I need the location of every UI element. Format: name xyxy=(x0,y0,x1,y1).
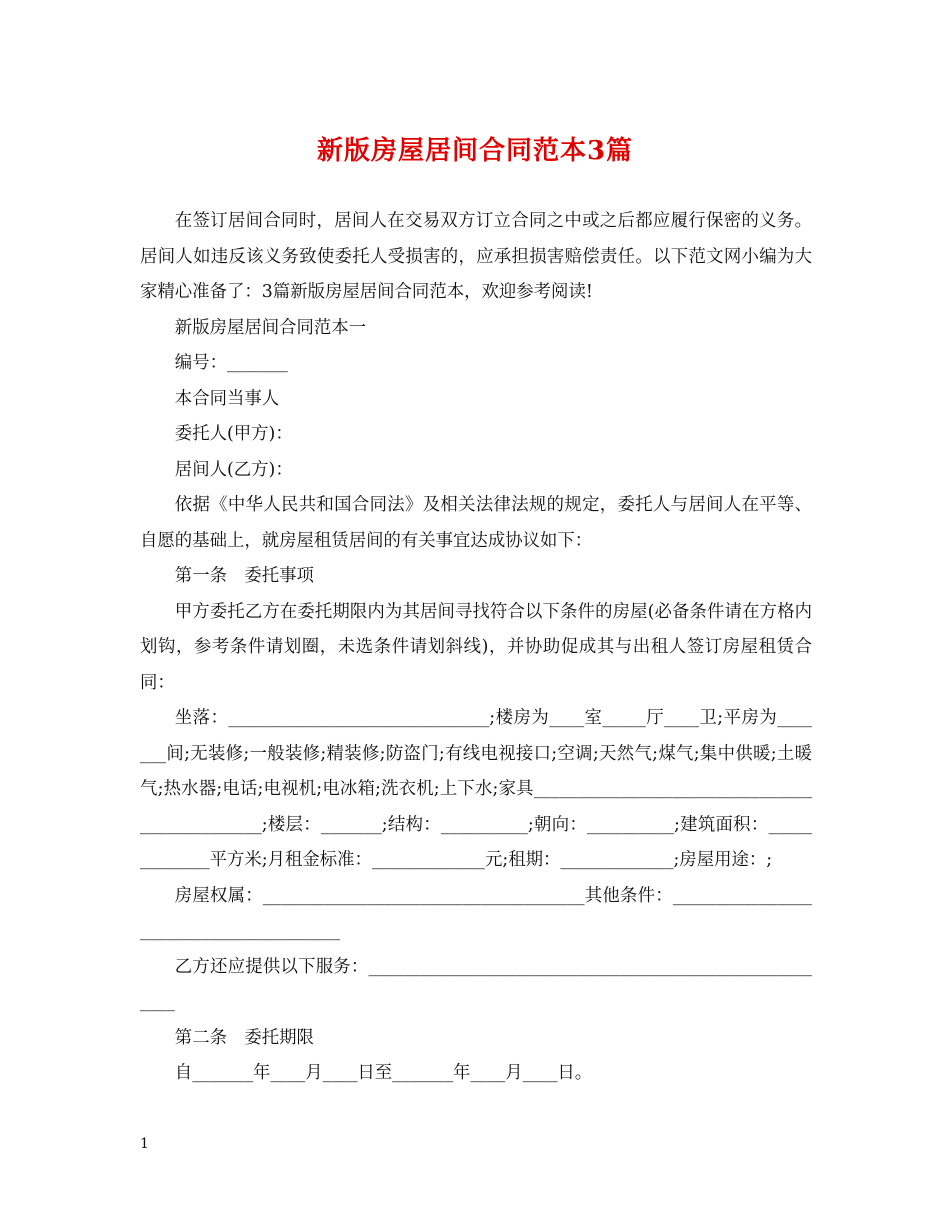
parties-heading: 本合同当事人 xyxy=(174,388,280,409)
services-paragraph: 乙方还应提供以下服务：_______________________________________________________ xyxy=(140,956,812,1012)
term-line: 自_______年____月____日至_______年____月____日。 xyxy=(174,1063,593,1083)
document-body xyxy=(140,204,812,1092)
article-1-heading: 第一条 委托事项 xyxy=(174,566,314,586)
contract-number-line: 编号：_______ xyxy=(174,353,288,373)
intro-paragraph: 在签订居间合同时，居间人在交易双方订立合同之中或之后都应履行保密的义务。居间人如违反该义务致使委托人受损害的，应承担损害赔偿责任。以下范文网小编为大家精心准备了：3篇新版房屋居间合同范本，欢迎参考阅读! xyxy=(140,211,812,302)
property-conditions-paragraph: 坐落：______________________________;楼房为____室_____厅____卫;平房为_______间;无装修;一般装修;精装修;防盗门;有线电视接口;空调;天然气;煤气;集中供暖;土暖气;热水器;电话;电视机;电冰箱;洗衣机;上下水;家具______________________________________________;楼层：_______;结构：__________;朝向：__________;建筑面积：_____________平方米;月租金标准：_____________元;租期：_____________;房屋用途：; xyxy=(140,708,812,870)
document-title: 新版房屋居间合同范本3篇 xyxy=(316,136,634,166)
article-1-paragraph: 甲方委托乙方在委托期限内为其居间寻找符合以下条件的房屋(必备条件请在方格内划钩，参考条件请划圈，未选条件请划斜线)，并协助促成其与出租人签订房屋租赁合同： xyxy=(140,601,812,693)
page-number: 1 xyxy=(140,1136,149,1152)
legal-basis-paragraph: 依据《中华人民共和国合同法》及相关法律法规的规定，委托人与居间人在平等、自愿的基础上，就房屋租赁居间的有关事宜达成协议如下： xyxy=(140,495,812,551)
article-2-heading: 第二条 委托期限 xyxy=(174,1027,314,1048)
ownership-paragraph: 房屋权属：_____________________________________其他条件：_______________________________________ xyxy=(140,885,812,941)
contract-heading: 新版房屋居间合同范本一 xyxy=(174,317,367,338)
intermediary-line: 居间人(乙方)： xyxy=(174,459,293,480)
principal-line: 委托人(甲方)： xyxy=(174,424,293,444)
